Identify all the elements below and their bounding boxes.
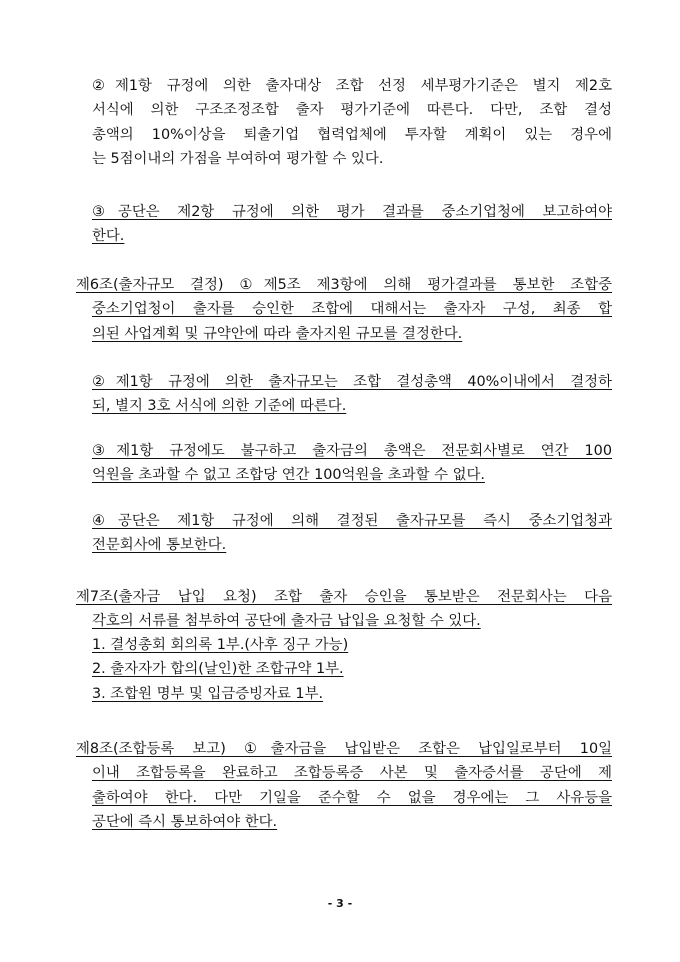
text-line: ③공단은 제2항 규정에 의한 평가 결과를 중소기업청에 보고하여야 <box>92 204 612 220</box>
text-line: 이내 조합등록을 완료하고 조합등록증 사본 및 출자증서를 공단에 제 <box>92 765 612 782</box>
text-line: 제8조(조합등록 보고) ①출자금을 납입받은 조합은 납입일로부터 10일 <box>76 741 612 757</box>
text-line: ②제1항 규정에 의한 출자대상 조합 선정 세부평가기준은 별지 제2호 <box>92 78 612 94</box>
paragraph-evaluation-criteria <box>76 74 612 171</box>
text-line: ③제1항 규정에도 불구하고 출자금의 총액은 전문회사별로 연간 100 <box>92 443 612 459</box>
article-7-payment-request <box>76 585 612 634</box>
list-item: 2. 출자자가 합의(날인)한 조합규약 1부. <box>92 661 344 678</box>
text-line: 의된 사업계획 및 규약안에 따라 출자지원 규모를 결정한다. <box>92 325 463 342</box>
text-line: 한다. <box>92 228 125 245</box>
text-line: 총액의 10%이상을 퇴출기업 협력업체에 투자할 계획이 있는 경우에 <box>92 126 612 143</box>
text-line: 억원을 초과할 수 없고 조합당 연간 100억원을 초과할 수 없다. <box>92 467 485 484</box>
list-item: 1. 결성총회 회의록 1부.(사후 징구 가능) <box>92 637 349 653</box>
page-number: - 3 - <box>327 897 353 910</box>
text-line: 중소기업청이 출자를 승인한 조합에 대해서는 출자자 구성, 최종 합 <box>92 301 612 318</box>
text-line: 제6조(출자규모 결정) ①제5조 제3항에 의해 평가결과를 통보한 조합중 <box>76 277 612 293</box>
text-line: 전문회사에 통보한다. <box>92 537 227 554</box>
text-line: ②제1항 규정에 의한 출자규모는 조합 결성총액 40%이내에서 결정하 <box>92 374 612 390</box>
paragraph-annual-cap <box>76 439 612 488</box>
paragraph-report-result <box>76 200 612 249</box>
text-line: ④공단은 제1항 규정에 의해 결정된 출자규모를 즉시 중소기업청과 <box>92 513 612 529</box>
list-item: 3. 조합원 명부 및 입금증빙자료 1부. <box>92 685 324 702</box>
text-line: 출하여야 한다. 다만 기일을 준수할 수 없을 경우에는 그 사유등을 <box>92 789 612 806</box>
text-line: 공단에 즉시 통보하여야 한다. <box>92 813 278 830</box>
text-line: 제7조(출자금 납입 요청) 조합 출자 승인을 통보받은 전문회사는 다음 <box>76 589 612 605</box>
paragraph-notify-size <box>76 509 612 558</box>
paragraph-size-limit <box>76 370 612 419</box>
required-documents-list <box>76 633 612 706</box>
article-8-registration-report <box>76 737 612 834</box>
text-line: 각호의 서류를 첨부하여 공단에 출자금 납입을 요청할 수 있다. <box>92 613 481 630</box>
text-line: 서식에 의한 구조조정조합 출자 평가기준에 따른다. 다만, 조합 결성 <box>92 102 612 119</box>
text-line: 는 5점이내의 가점을 부여하여 평가할 수 있다. <box>92 150 384 167</box>
article-6-investment-size <box>76 273 612 346</box>
text-line: 되, 별지 3호 서식에 의한 기준에 따른다. <box>92 398 347 415</box>
